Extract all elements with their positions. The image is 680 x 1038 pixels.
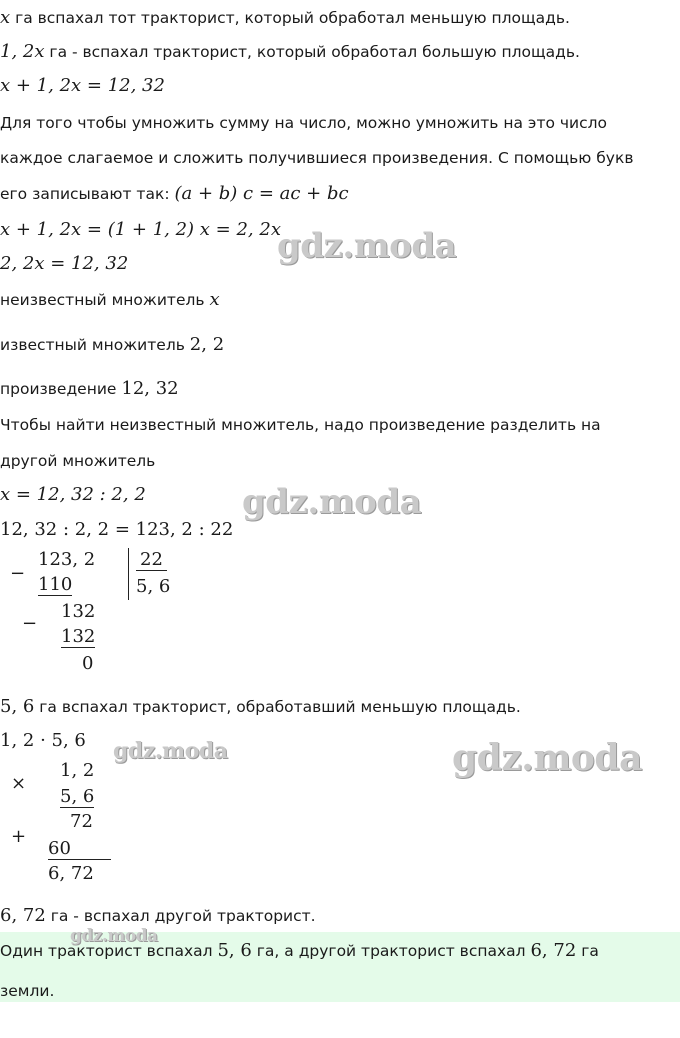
answer-line-2: земли. <box>0 982 55 1000</box>
multiplication-expression: 1, 2 · 5, 6 <box>0 730 86 751</box>
answer-step-2: 6, 72 га - вспахал другой тракторист. <box>0 905 316 926</box>
rule-text-5: другой множитель <box>0 452 156 470</box>
dividend: 123, 2 <box>38 549 96 570</box>
line-1: x га вспахал тот тракторист, который обработал меньшую площадь. <box>0 7 570 28</box>
rule-text-4: Чтобы найти неизвестный множитель, надо произведение разделить на <box>0 416 601 434</box>
answer-step-1: 5, 6 га вспахал тракторист, обработавший меньшую площадь. <box>0 696 521 717</box>
watermark: gdz.moda <box>452 737 642 779</box>
division-bar <box>128 548 129 600</box>
answer-line-1: Один тракторист вспахал 5, 6 га, а другой тракторист вспахал 6, 72 га <box>0 940 599 961</box>
rule-text-1: Для того чтобы умножить сумму на число, можно умножить на это число <box>0 114 608 132</box>
watermark: gdz.moda <box>277 226 457 266</box>
watermark: gdz.moda <box>242 482 422 522</box>
equation-4: x = 12, 32 : 2, 2 <box>0 484 146 505</box>
partial-product-2: 60 <box>48 838 111 860</box>
times-sign: × <box>11 773 27 794</box>
unknown-factor-line: неизвестный множитель x <box>0 289 220 310</box>
rule-text-2: каждое слагаемое и сложить получившиеся произведения. С помощью букв <box>0 149 634 167</box>
factor-1: 1, 2 <box>60 760 95 781</box>
remainder-1: 132 <box>61 601 96 622</box>
product-result: 6, 72 <box>48 863 94 884</box>
equation-5: 12, 32 : 2, 2 = 123, 2 : 22 <box>0 519 234 540</box>
rule-text-3: его записывают так: (a + b) c = ac + bc <box>0 183 349 204</box>
division-minus-1: − <box>10 563 26 584</box>
equation-2: x + 1, 2x = (1 + 1, 2) x = 2, 2x <box>0 219 281 240</box>
division-minus-2: − <box>22 613 38 634</box>
plus-sign: + <box>11 826 27 847</box>
equation-1: x + 1, 2x = 12, 32 <box>0 75 165 96</box>
equation-3: 2, 2x = 12, 32 <box>0 253 129 274</box>
subtrahend-2: 132 <box>61 626 96 647</box>
known-factor-line: известный множитель 2, 2 <box>0 334 225 355</box>
factor-2: 5, 6 <box>60 786 95 807</box>
watermark: gdz.moda <box>70 926 158 946</box>
product-line: произведение 12, 32 <box>0 378 179 399</box>
divisor: 22 <box>136 549 167 571</box>
quotient: 5, 6 <box>136 576 171 597</box>
line-2: 1, 2x га - вспахал тракторист, который обработал большую площадь. <box>0 41 580 62</box>
subtrahend-1: 110 <box>38 574 73 595</box>
partial-product-1: 72 <box>70 811 93 832</box>
watermark: gdz.moda <box>113 738 228 764</box>
remainder-final: 0 <box>82 653 94 674</box>
